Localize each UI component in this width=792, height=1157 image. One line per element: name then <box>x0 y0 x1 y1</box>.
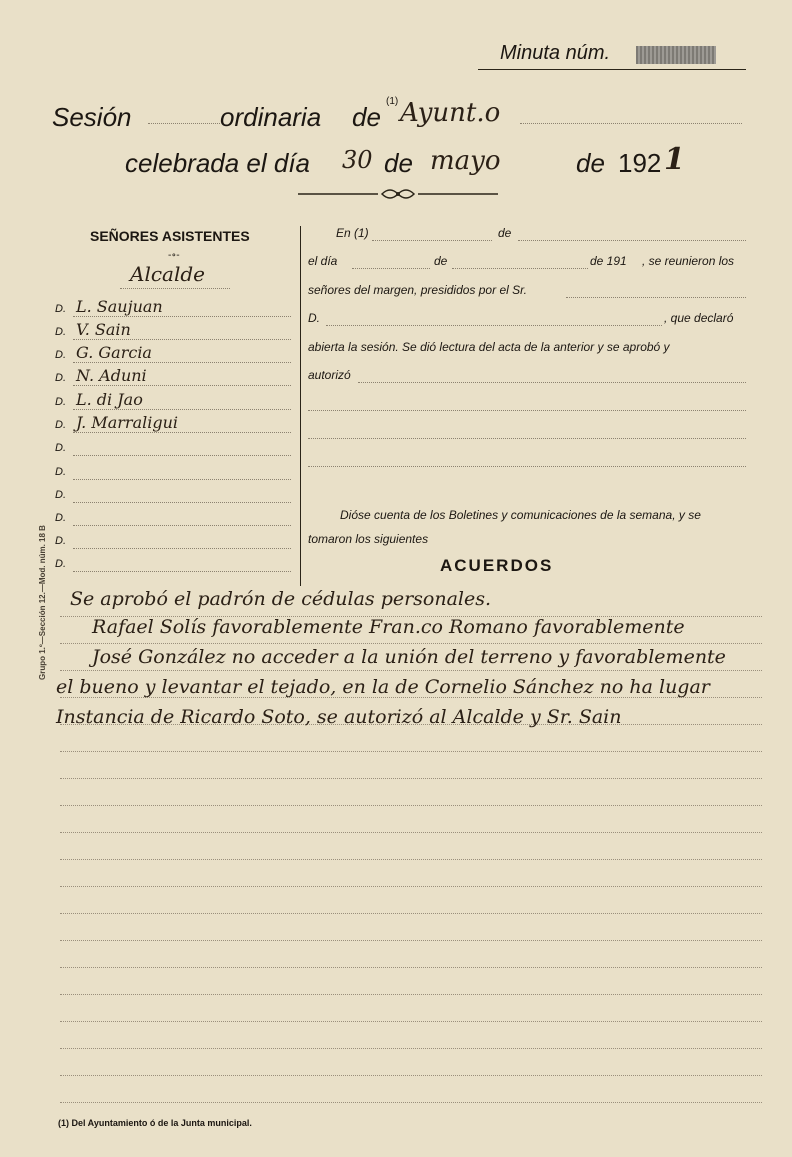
ruled-line <box>60 1048 762 1049</box>
en-de-label: de <box>498 226 512 240</box>
ruled-line <box>60 913 762 914</box>
ruled-line <box>60 832 762 833</box>
cuenta-label: Dióse cuenta de los Boletines y comunicaciones de la semana, y se <box>340 508 701 522</box>
sesion-de: de <box>352 102 381 132</box>
presididos-label: señores del margen, presididos por el Sr. <box>308 283 527 297</box>
d-president-label: D. <box>308 311 320 325</box>
ruled-line <box>60 886 762 887</box>
asistente-d-label: D. <box>55 558 66 570</box>
ayunt-fill-line <box>520 123 742 124</box>
column-divider <box>300 226 301 586</box>
ayunt-handwritten: Ayunt.o <box>400 98 501 128</box>
ruled-line <box>60 778 762 779</box>
asistente-fill-line <box>73 571 291 572</box>
ayunt-footnote-marker: (1) <box>386 96 399 107</box>
autorizo-label: autorizó <box>308 368 351 382</box>
asistente-fill-line <box>73 479 291 480</box>
asistente-fill-line <box>73 432 291 433</box>
asistente-fill-line <box>73 316 291 317</box>
ornament-divider <box>298 186 498 202</box>
asistente-d-label: D. <box>55 303 66 315</box>
minuta-label: Minuta núm. <box>500 42 611 64</box>
year-printed: 192 <box>618 148 662 178</box>
celebrada-label: celebrada el día <box>125 148 311 178</box>
autorizo-fill-line <box>358 382 746 383</box>
ruled-line <box>60 670 762 671</box>
asistente-fill-line <box>73 409 291 410</box>
el-dia-de-fill-line <box>452 268 588 269</box>
acuerdo-line: Rafael Solís favorablemente Fran.co Romano favorablemente <box>92 616 685 638</box>
sesion-label: Sesión <box>52 102 132 132</box>
el-dia-fill-line <box>352 268 430 269</box>
asistente-fill-line <box>73 455 291 456</box>
asistente-fill-line <box>73 525 291 526</box>
year-handwritten: 1 <box>664 142 685 177</box>
asistente-fill-line <box>73 339 291 340</box>
acuerdo-line: José González no acceder a la unión del terreno y favorablemente <box>92 646 726 668</box>
tomaron-label: tomaron los siguientes <box>308 532 429 546</box>
asistente-name: L. di Jao <box>76 390 143 409</box>
month-handwritten: mayo <box>430 146 501 176</box>
acuerdo-line: Instancia de Ricardo Soto, se autorizó al Alcalde y Sr. Sain <box>56 706 622 728</box>
asistente-d-label: D. <box>55 442 66 454</box>
asistente-fill-line <box>73 548 291 549</box>
asistente-name: V. Sain <box>76 320 131 339</box>
el-dia-label: el día <box>308 254 338 268</box>
asistente-d-label: D. <box>55 349 66 361</box>
acuerdo-line: Se aprobó el padrón de cédulas personales. <box>70 588 492 610</box>
blank-fill-line-2 <box>308 438 746 439</box>
ruled-line <box>60 940 762 941</box>
d-president-fill-line <box>326 325 662 326</box>
asistente-d-label: D. <box>55 489 66 501</box>
de-191-label: de 191 <box>590 254 627 268</box>
asistente-d-label: D. <box>55 512 66 524</box>
blank-fill-line-1 <box>308 410 746 411</box>
asistente-d-label: D. <box>55 535 66 547</box>
side-print-code: Grupo 1.º—Sección 12.—Mod. núm. 18 B <box>38 525 47 680</box>
asistente-d-label: D. <box>55 372 66 384</box>
blank-fill-line-3 <box>308 466 746 467</box>
asistente-d-label: D. <box>55 396 66 408</box>
ruled-line <box>60 1102 762 1103</box>
day-handwritten: 30 <box>342 146 373 174</box>
el-dia-de-label: de <box>434 254 448 268</box>
reunieron-label: , se reunieron los <box>642 254 735 268</box>
asistente-d-label: D. <box>55 326 66 338</box>
ruled-line <box>60 967 762 968</box>
sesion-type: ordinaria <box>220 102 322 132</box>
ruled-line <box>60 859 762 860</box>
date-de-1: de <box>384 148 413 178</box>
acuerdo-line: el bueno y levantar el tejado, en la de Cornelio Sánchez no ha lugar <box>56 676 710 698</box>
ruled-line <box>60 805 762 806</box>
asistente-name: N. Aduni <box>76 366 147 385</box>
date-de-2: de <box>576 148 605 178</box>
asistentes-ornament: -∘- <box>168 250 180 261</box>
asistente-fill-line <box>73 385 291 386</box>
presididos-fill-line <box>566 297 746 298</box>
alcalde-line <box>120 288 230 289</box>
asistente-d-label: D. <box>55 466 66 478</box>
ruled-line <box>60 1021 762 1022</box>
declaro-label: , que declaró <box>664 311 734 325</box>
asistente-name: G. Garcia <box>76 343 152 362</box>
en-label: En (1) <box>336 226 369 240</box>
asistentes-title: SEÑORES ASISTENTES <box>90 228 250 244</box>
asistente-fill-line <box>73 502 291 503</box>
ruled-line <box>60 751 762 752</box>
ruled-line <box>60 1075 762 1076</box>
footnote: (1) Del Ayuntamiento ó de la Junta municipal. <box>58 1118 252 1128</box>
en-de-fill-line <box>518 240 746 241</box>
minuta-underline <box>478 69 746 70</box>
en-fill-line <box>372 240 492 241</box>
acuerdos-heading: ACUERDOS <box>440 556 554 575</box>
asistente-d-label: D. <box>55 419 66 431</box>
asistente-name: L. Saujuan <box>76 297 163 316</box>
sesion-fill-line <box>148 123 220 124</box>
asistente-name: J. Marraligui <box>76 413 178 432</box>
ruled-line <box>60 994 762 995</box>
abierta-label: abierta la sesión. Se dió lectura del acta de la anterior y se aprobó y <box>308 340 670 354</box>
alcalde-handwritten: Alcalde <box>130 262 205 286</box>
asistente-fill-line <box>73 362 291 363</box>
minuta-number-redaction <box>636 46 716 64</box>
ruled-line <box>60 643 762 644</box>
